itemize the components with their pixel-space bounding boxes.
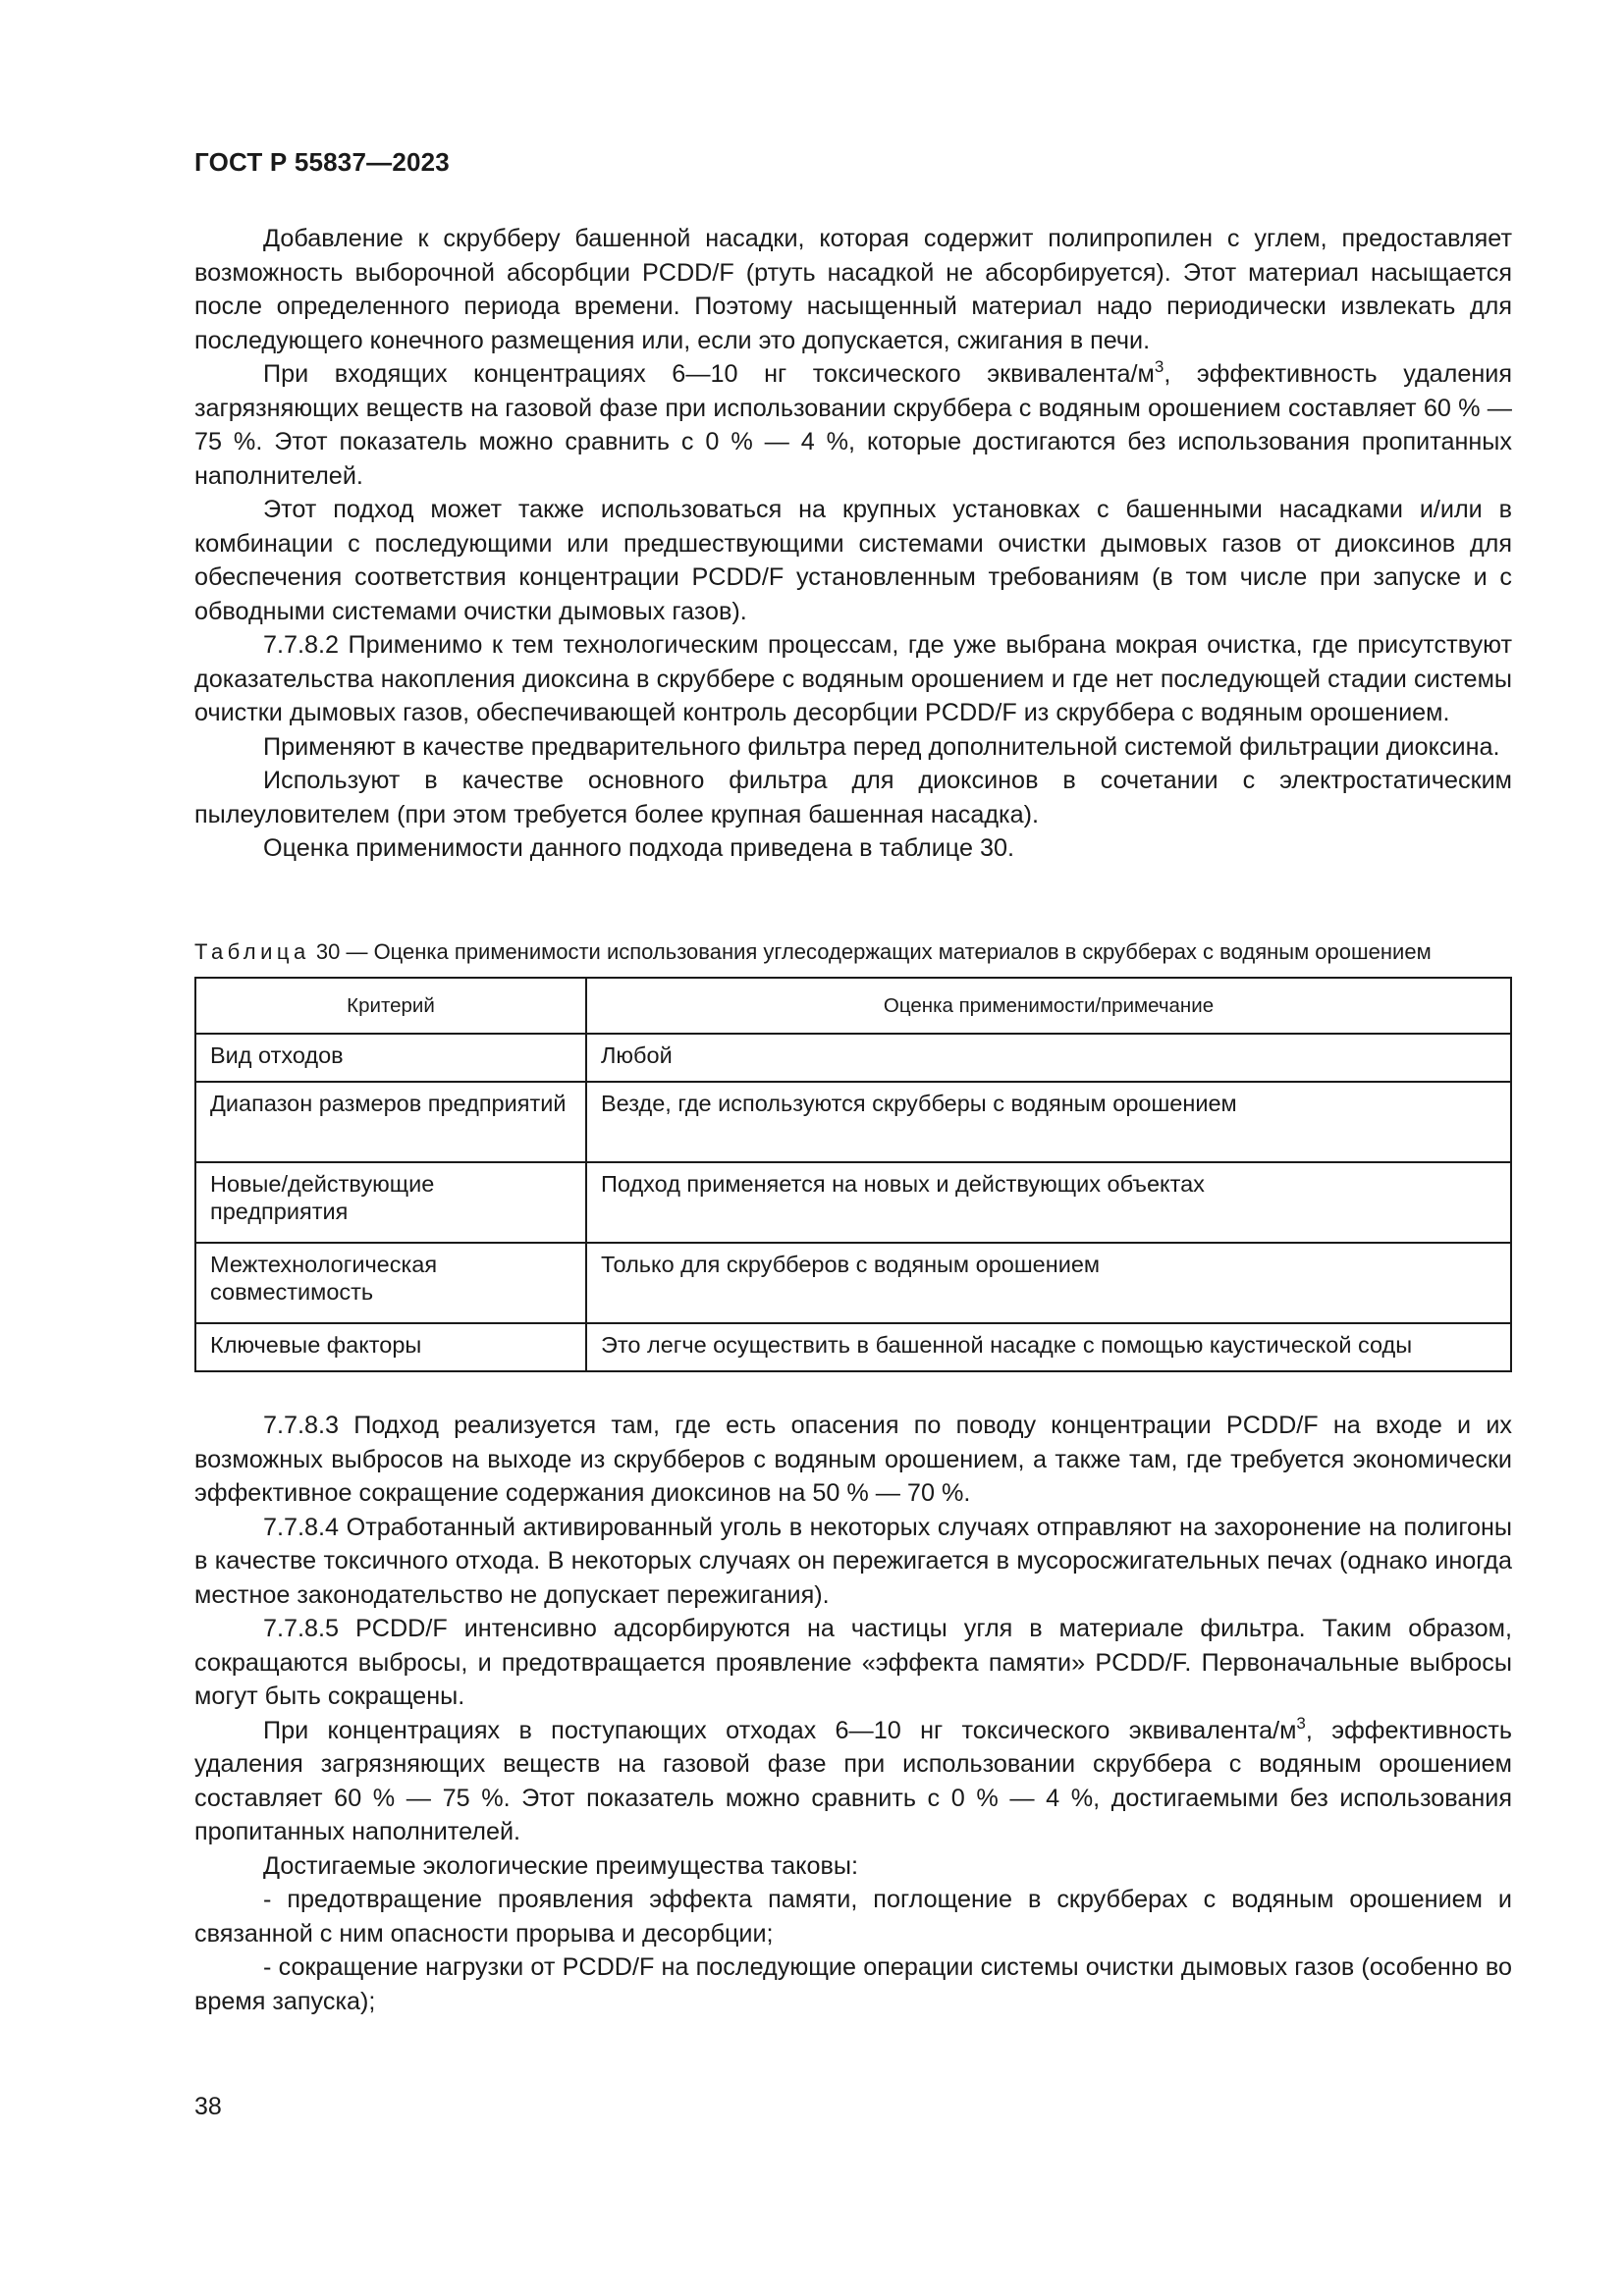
paragraph: Этот подход может также использоваться на крупных установках с башенными насадками и/или в комбинации с последующими или предшествующими системами очистки дымовых газов от диоксинов для обеспечения соответствия концентрации PCDD/F установленным требованиям (в том числе при запуске и с обводными системами очистки дымовых газов). [194,496,1512,625]
paragraph: 7.7.8.2 Применимо к тем технологическим процессам, где уже выбрана мокрая очистка, где присутствуют доказательства накопления диоксина в скруббере с водяным орошением и где нет последующей стадии системы очистки дымовых газов, обеспечивающей контроль десорбции PCDD/F из скруббера с водяным орошением. [194,631,1512,726]
paragraph-text: , эффективность удаления загрязняющих веществ на газовой фазе при использовании скруббера с водяным орошением составляет 60 % — 75 %. Этот показатель можно сравнить с 0 % — 4 %, достигаемыми без использования пропитанных наполнителей. [194,1716,1512,1845]
table-cell: Любой [586,1034,1511,1082]
body-text-bottom [194,1409,1512,2018]
paragraph: 7.7.8.4 Отработанный активированный уголь в некоторых случаях отправляют на захоронение на полигоны в качестве токсичного отхода. В некоторых случаях он пережигается в мусоросжигательных печах (однако иногда местное законодательство не допускает пережигания). [194,1513,1512,1609]
table-caption-text: 30 — Оценка применимости использования углесодержащих материалов в скрубберах с водяным орошением [309,939,1432,964]
superscript: 3 [1296,1713,1306,1733]
body-text-top [194,222,1512,866]
table-cell: Новые/действующие предприятия [195,1162,586,1243]
table-cell: Только для скрубберов с водяным орошением [586,1243,1511,1323]
paragraph: 7.7.8.5 PCDD/F интенсивно адсорбируются на частицы угля в материале фильтра. Таким образом, сокращаются выбросы, и предотвращается проявление «эффекта памяти» PCDD/F. Первоначальные выбросы могут быть сокращены. [194,1615,1512,1710]
table-cell: Везде, где используются скрубберы с водяным орошением [586,1082,1511,1162]
document-header: ГОСТ Р 55837—2023 [194,147,450,177]
paragraph: 7.7.8.3 Подход реализуется там, где есть опасения по поводу концентрации PCDD/F на входе и их возможных выбросов на выходе из скрубберов с водяным орошением, а также там, где требуется экономически эффективное сокращение содержания диоксинов на 50 % — 70 %. [194,1412,1512,1507]
page-number: 38 [194,2093,222,2120]
table-cell: Вид отходов [195,1034,586,1082]
table-cell: Это легче осуществить в башенной насадке с помощью каустической соды [586,1323,1511,1371]
paragraph [194,357,1512,493]
table-row [195,1082,1511,1162]
paragraph-text: При концентрациях в поступающих отходах 6—10 нг токсического эквивалента/м [263,1716,1297,1744]
table-cell: Диапазон размеров предприятий [195,1082,586,1162]
table-block [194,938,1512,1372]
superscript: 3 [1154,357,1164,376]
paragraph: Добавление к скрубберу башенной насадки, которая содержит полипропилен с углем, предоставляет возможность выборочной абсорбции PCDD/F (ртуть насадкой не абсорбируется). Этот материал насыщается после определенного периода времени. Поэтому насыщенный материал надо периодически извлекать для последующего конечного размещения или, если это допускается, сжигания в печи. [194,225,1512,354]
column-header-assessment: Оценка применимости/примечание [586,978,1511,1034]
table-row [195,1162,1511,1243]
paragraph: Применяют в качестве предварительного фильтра перед дополнительной системой фильтрации диоксина. [263,732,1500,761]
paragraph: Оценка применимости данного подхода приведена в таблице 30. [263,834,1014,862]
table-header-row [195,978,1511,1034]
column-header-criterion: Критерий [195,978,586,1034]
paragraph-text: , эффективность удаления загрязняющих веществ на газовой фазе при использовании скруббера с водяным орошением составляет 60 % — 75 %. Этот показатель можно сравнить с 0 % — 4 %, которые достигаются без использования пропитанных наполнителей. [194,360,1512,490]
table-cell: Ключевые факторы [195,1323,586,1371]
paragraph: Достигаемые экологические преимущества таковы: [263,1851,858,1880]
table-row [195,1243,1511,1323]
paragraph-text: При входящих концентрациях 6—10 нг токсического эквивалента/м [263,360,1155,388]
table-row [195,1323,1511,1371]
table-row [195,1034,1511,1082]
table-cell: Межтехнологическая совместимость [195,1243,586,1323]
table-caption-label: Таблица [194,939,310,964]
paragraph: Используют в качестве основного фильтра для диоксинов в сочетании с электростатическим пылеуловителем (при этом требуется более крупная башенная насадка). [194,767,1512,828]
list-item: - сокращение нагрузки от PCDD/F на последующие операции системы очистки дымовых газов (особенно во время запуска); [194,1953,1512,2015]
table-cell: Подход применяется на новых и действующих объектах [586,1162,1511,1243]
applicability-table [194,977,1512,1372]
list-item: - предотвращение проявления эффекта памяти, поглощение в скрубберах с водяным орошением и связанной с ним опасности прорыва и десорбции; [194,1886,1512,1948]
paragraph [194,1714,1512,1849]
table-caption [194,938,1512,965]
